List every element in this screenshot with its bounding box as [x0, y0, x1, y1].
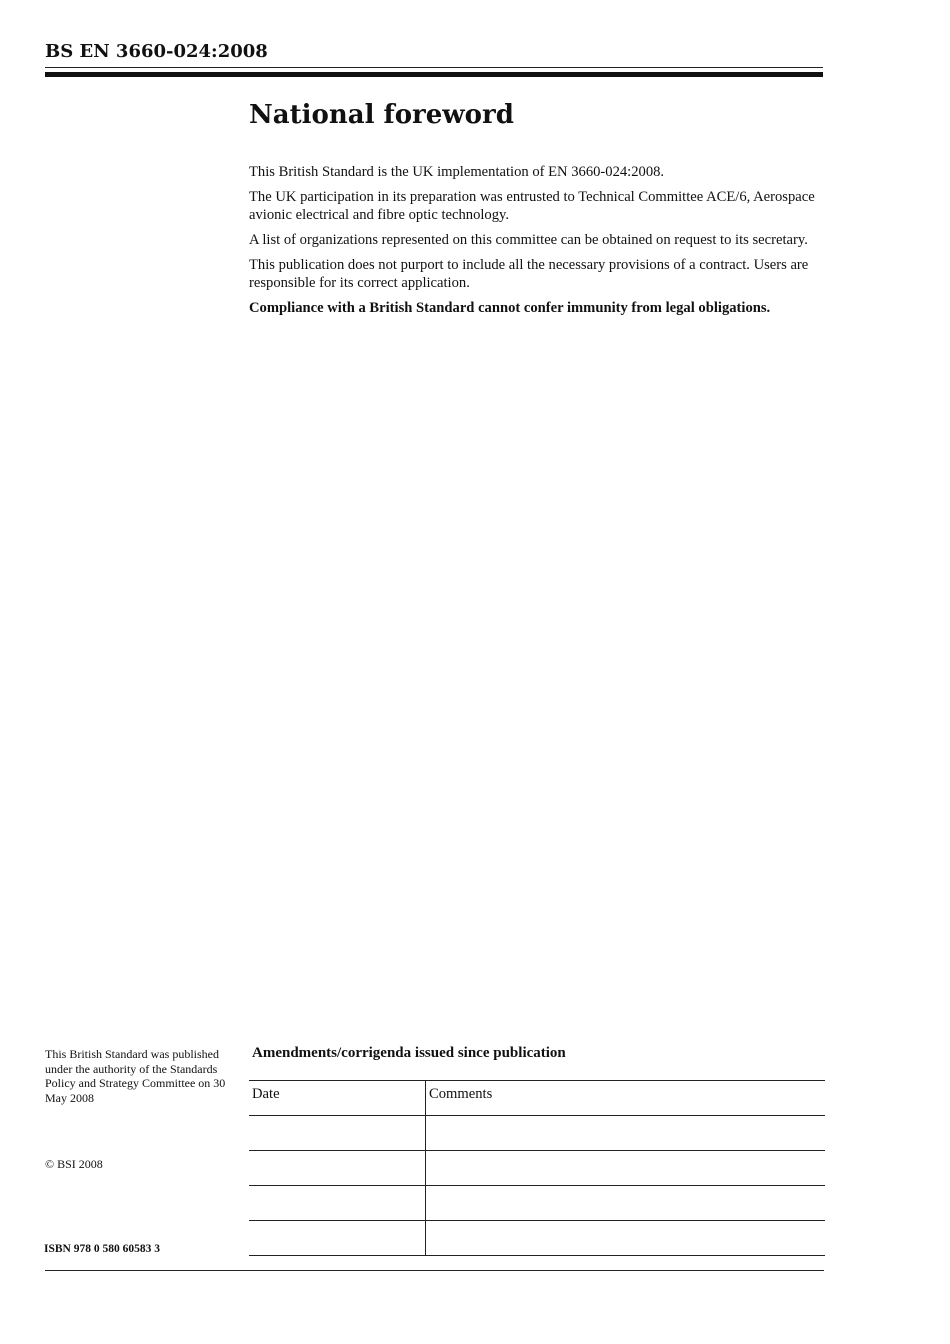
date-cell — [249, 1151, 426, 1186]
table-row — [249, 1221, 825, 1256]
page-title: National foreword — [249, 100, 514, 130]
comments-cell — [426, 1221, 826, 1256]
header-rule-thick — [45, 72, 823, 77]
comments-cell — [426, 1186, 826, 1221]
isbn: ISBN 978 0 580 60583 3 — [44, 1243, 160, 1255]
table-row — [249, 1186, 825, 1221]
publication-note: This British Standard was published under the authority of the Standards Policy and Strategy Committee on 30 May 2008 — [45, 1047, 226, 1105]
amendments-table — [249, 1080, 825, 1256]
date-cell — [249, 1116, 426, 1151]
amendments-title: Amendments/corrigenda issued since publication — [252, 1045, 566, 1061]
document-id: BS EN 3660-024:2008 — [45, 41, 268, 62]
table-header-row — [249, 1081, 825, 1116]
comments-cell — [426, 1151, 826, 1186]
foreword-body — [249, 163, 829, 324]
paragraph-provisions: This publication does not purport to include all the necessary provisions of a contract. Users are responsible for its correct application. — [249, 257, 809, 291]
paragraph-committee: The UK participation in its preparation was entrusted to Technical Committee ACE/6, Aerospace avionic electrical and fibre optic technology. — [249, 189, 815, 223]
header-rule-thin — [45, 67, 823, 68]
compliance-statement: Compliance with a British Standard cannot confer immunity from legal obligations. — [249, 300, 771, 316]
date-cell — [249, 1186, 426, 1221]
table-row — [249, 1151, 825, 1186]
table-row — [249, 1116, 825, 1151]
column-header-date: Date — [249, 1081, 426, 1116]
footer-rule — [45, 1270, 824, 1271]
paragraph-organizations: A list of organizations represented on this committee can be obtained on request to its secretary. — [249, 232, 808, 248]
copyright-notice: © BSI 2008 — [45, 1157, 103, 1171]
paragraph-implementation: This British Standard is the UK implementation of EN 3660-024:2008. — [249, 164, 665, 180]
column-header-comments: Comments — [426, 1081, 826, 1116]
date-cell — [249, 1221, 426, 1256]
comments-cell — [426, 1116, 826, 1151]
